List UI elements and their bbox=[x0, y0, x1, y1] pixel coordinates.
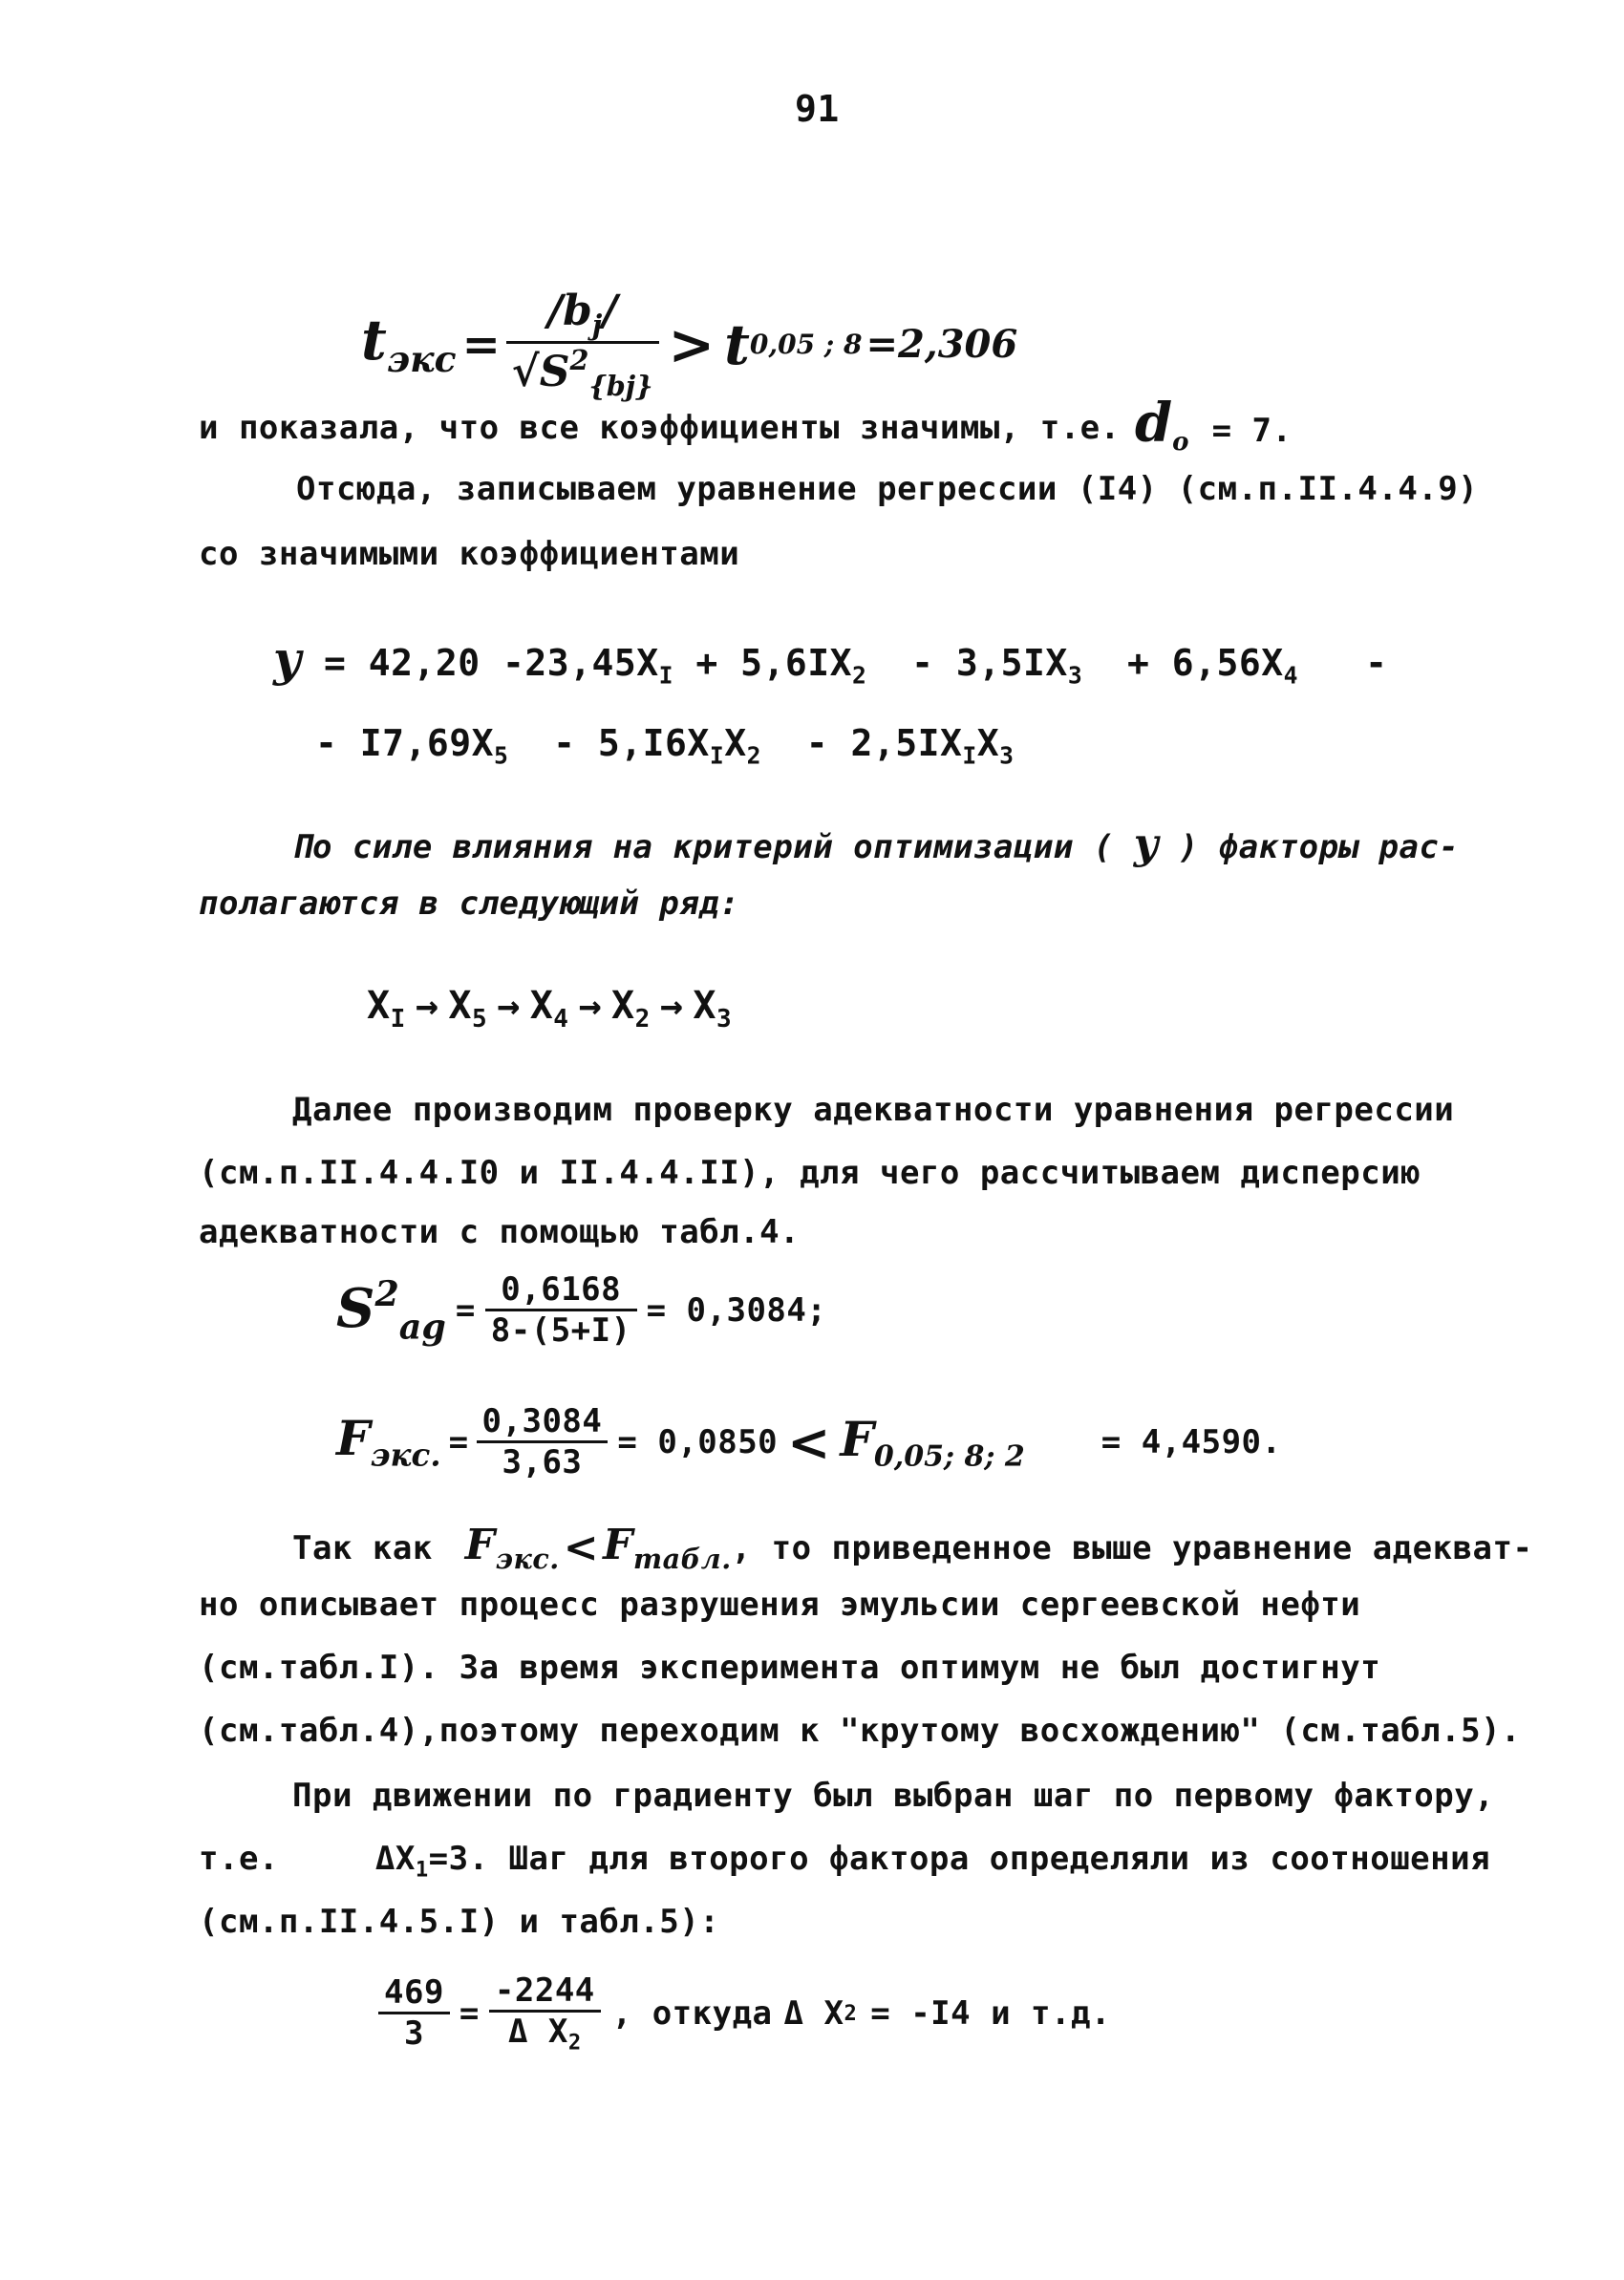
adequacy-variance-formula: $S^2_{ag}$ = $\frac{0,6168}{8-(5+I)}$ = 0,3084; bbox=[336, 1270, 827, 1350]
equation-term: - 2,5IX bbox=[760, 722, 963, 764]
equation-subscript: 5 bbox=[494, 741, 509, 770]
equation-term: = 42,20 -23,45X bbox=[323, 642, 659, 684]
arrow-icon: → bbox=[497, 984, 521, 1028]
text-line: При движении по градиенту был выбран шаг по первому фактору, bbox=[292, 1777, 1495, 1815]
text-line: полагаются в следующий ряд: bbox=[199, 884, 740, 923]
arrow-icon: → bbox=[659, 984, 684, 1028]
t-symbol: $t_{экс}$ bbox=[361, 308, 457, 381]
text-line: (см.п.II.4.4.I0 и II.4.4.II), для чего рассчитываем дисперсию bbox=[199, 1154, 1421, 1192]
factor-symbol: X bbox=[367, 984, 391, 1028]
text-line: Далее производим проверку адекватности уравнения регрессии bbox=[292, 1091, 1455, 1129]
equation-term: - I7,69X bbox=[315, 722, 495, 764]
text-line: Так как $F_{экс.}$ < $F_{табл.}$ , то приведенное выше уравнение адекват- bbox=[292, 1521, 1533, 1575]
equation-term: X bbox=[976, 722, 1000, 764]
factor-symbol: X bbox=[611, 984, 635, 1028]
equation-subscript: 2 bbox=[746, 741, 761, 770]
equation-term: + 5,6IX bbox=[673, 642, 853, 684]
t-test-formula: $t_{экс}$ = $\frac{/b_j/}{√S^2_{\{bj\}}}$ > t 0,05 ; 8 =2,306 bbox=[361, 287, 1018, 403]
factor-symbol: X bbox=[693, 984, 716, 1028]
factor-item bbox=[367, 984, 406, 1034]
equation-terms bbox=[315, 722, 1015, 770]
text-line: (см.табл.4),поэтому переходим к "крутому восхождению" (см.табл.5). bbox=[199, 1712, 1522, 1750]
equation-terms bbox=[323, 642, 1388, 690]
equation-term: - bbox=[1297, 642, 1388, 684]
regression-equation-row-2 bbox=[315, 722, 1015, 770]
text-line: (см.п.II.4.5.I) и табл.5): bbox=[199, 1903, 720, 1941]
t-fraction: $\frac{/b_j/}{√S^2_{\{bj\}}}$ bbox=[506, 287, 659, 402]
factor-symbol: X bbox=[448, 984, 472, 1028]
factor-item bbox=[529, 984, 569, 1034]
factor-subscript: 3 bbox=[716, 1005, 733, 1034]
factor-subscript: 4 bbox=[553, 1005, 569, 1034]
factor-ranking bbox=[367, 984, 732, 1033]
page-number: 91 bbox=[795, 88, 840, 130]
text-line: со значимыми коэффициентами bbox=[199, 535, 740, 573]
text-line: и показала, что все коэффициенты значимы, т.е. bbox=[199, 409, 1121, 447]
arrow-icon: → bbox=[578, 984, 603, 1028]
fisher-test-formula: $F_{экс.}$ = $\frac{0,3084}{3,63}$ = 0,0850 < $F_{0,05; 8; 2}$ = 4,4590. bbox=[336, 1402, 1282, 1481]
equation-term: - 3,5IX bbox=[866, 642, 1068, 684]
d-value: $d_o = 7$. bbox=[1135, 392, 1293, 458]
text-line: адекватности с помощью табл.4. bbox=[199, 1213, 801, 1251]
equation-subscript: I bbox=[962, 741, 977, 770]
arrow-icon: → bbox=[415, 984, 439, 1028]
equation-subscript: I bbox=[709, 741, 725, 770]
equation-subscript: 3 bbox=[1067, 661, 1083, 690]
factor-item bbox=[693, 984, 733, 1034]
step-ratio-formula: $\frac{469}{3}$ = $\frac{-2244}{\Delta X_2}$ , откуда Δ X 2 = -I4 и т.д. bbox=[378, 1971, 1111, 2056]
ratio-fraction-right: $\frac{-2244}{\Delta X_2}$ bbox=[489, 1971, 601, 2056]
text-line: Отсюда, записываем уравнение регрессии (I4) (см.п.II.4.4.9) bbox=[296, 470, 1479, 508]
factor-symbol: X bbox=[529, 984, 554, 1028]
s-fraction: $\frac{0,6168}{8-(5+I)}$ bbox=[485, 1270, 637, 1350]
s-symbol: $S^2_{ag}$ bbox=[336, 1272, 446, 1348]
factor-subscript: 5 bbox=[471, 1005, 488, 1034]
text-line: По силе влияния на критерий оптимизации ( y ) факторы рас- bbox=[292, 820, 1460, 868]
equation-term: X bbox=[724, 722, 747, 764]
factor-subscript: I bbox=[390, 1005, 406, 1034]
ratio-fraction-left: $\frac{469}{3}$ bbox=[378, 1973, 450, 2053]
text-line: т.е. $\Delta X_1=3$. Шаг для второго фактора определяли из соотношения bbox=[199, 1840, 1491, 1883]
text-line: (см.табл.I). За время эксперимента оптимум не был достигнут bbox=[199, 1649, 1381, 1687]
equation-subscript: I bbox=[658, 661, 673, 690]
equation-subscript: 4 bbox=[1283, 661, 1298, 690]
factor-item bbox=[448, 984, 488, 1034]
text-line: но описывает процесс разрушения эмульсии сергеевской нефти bbox=[199, 1586, 1361, 1624]
factor-subscript: 2 bbox=[634, 1005, 651, 1034]
f-symbol: $F_{экс.}$ bbox=[336, 1410, 441, 1474]
equation-subscript: 3 bbox=[999, 741, 1015, 770]
equation-term: + 6,56X bbox=[1082, 642, 1284, 684]
factor-item bbox=[611, 984, 651, 1034]
f-fraction: $\frac{0,3084}{3,63}$ bbox=[477, 1402, 609, 1481]
equation-subscript: 2 bbox=[852, 661, 867, 690]
equation-term: - 5,I6X bbox=[508, 722, 710, 764]
regression-equation-row-1: y = 42,20 $-23,45X_I + 5,6IX_2 - 3,5IX_3 + 6,56X_4$ - bbox=[273, 630, 1388, 690]
